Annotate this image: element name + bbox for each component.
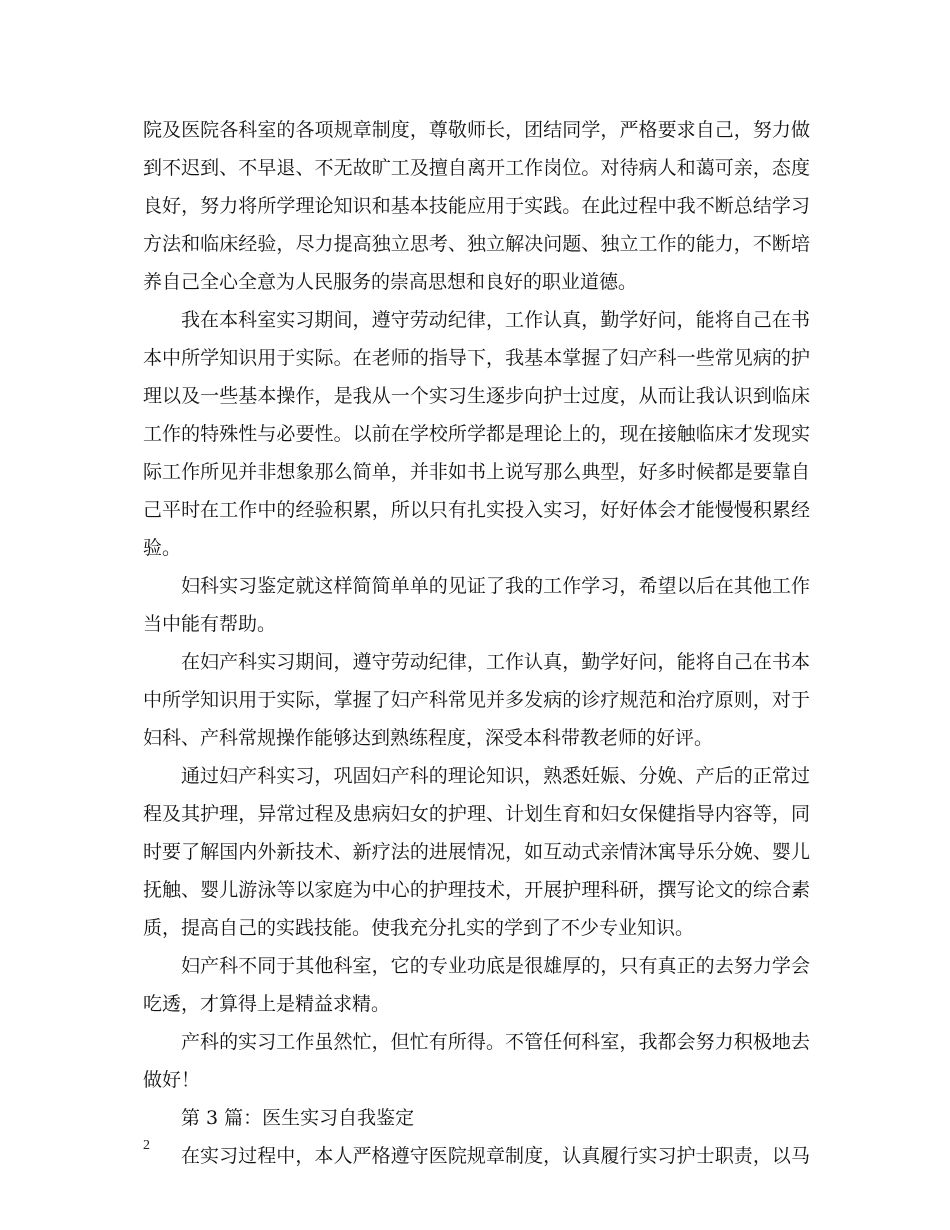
paragraph-line: 妇科、产科常规操作能够达到熟练程度，深受本科带教老师的好评。 bbox=[143, 727, 714, 749]
paragraph-line: 中所学知识用于实际，掌握了妇产科常见并多发病的诊疗规范和治疗原则，对于 bbox=[143, 689, 810, 711]
paragraph-line: 良好，努力将所学理论知识和基本技能应用于实践。在此过程中我不断总结学习 bbox=[143, 195, 810, 217]
paragraph-line: 理以及一些基本操作，是我从一个实习生逐步向护士过度，从而让我认识到临床 bbox=[143, 385, 810, 407]
paragraph-line: 吃透，才算得上是精益求精。 bbox=[143, 993, 391, 1015]
paragraph-line: 做好！ bbox=[143, 1069, 201, 1091]
paragraph-line: 己平时在工作中的经验积累，所以只有扎实投入实习，好好体会才能慢慢积累经 bbox=[143, 499, 810, 521]
paragraph-line: 院及医院各科室的各项规章制度，尊敬师长，团结同学，严格要求自己，努力做 bbox=[143, 119, 810, 141]
paragraph-line: 当中能有帮助。 bbox=[143, 613, 277, 635]
paragraph-line: 际工作所见并非想象那么简单，并非如书上说写那么典型，好多时候都是要靠自 bbox=[143, 461, 810, 483]
paragraph-line: 养自己全心全意为人民服务的崇高思想和良好的职业道德。 bbox=[143, 271, 638, 293]
paragraph-line: 方法和临床经验，尽力提高独立思考、独立解决问题、独立工作的能力，不断培 bbox=[143, 233, 810, 255]
document-body bbox=[143, 111, 810, 1175]
paragraph-line: 妇产科不同于其他科室，它的专业功底是很雄厚的，只有真正的去努力学会 bbox=[181, 955, 810, 977]
paragraph-line: 在妇产科实习期间，遵守劳动纪律，工作认真，勤学好问，能将自己在书本 bbox=[181, 651, 810, 673]
paragraph-line: 在实习过程中，本人严格遵守医院规章制度，认真履行实习护士职责，以马 bbox=[181, 1145, 810, 1167]
paragraph-line: 我在本科室实习期间，遵守劳动纪律，工作认真，勤学好问，能将自己在书 bbox=[181, 309, 810, 331]
paragraph-line: 时要了解国内外新技术、新疗法的进展情况，如互动式亲情沐寓导乐分娩、婴儿 bbox=[143, 841, 810, 863]
paragraph-line: 产科的实习工作虽然忙，但忙有所得。不管任何科室，我都会努力积极地去 bbox=[181, 1031, 810, 1053]
paragraph-line: 程及其护理，异常过程及患病妇女的护理、计划生育和妇女保健指导内容等，同 bbox=[143, 803, 810, 825]
paragraph-line: 妇科实习鉴定就这样简简单单的见证了我的工作学习，希望以后在其他工作 bbox=[181, 575, 810, 597]
paragraph-line: 质，提高自己的实践技能。使我充分扎实的学到了不少专业知识。 bbox=[143, 917, 695, 939]
page-number: 2 bbox=[143, 1138, 150, 1153]
paragraph-line: 通过妇产科实习，巩固妇产科的理论知识，熟悉妊娠、分娩、产后的正常过 bbox=[181, 765, 810, 787]
paragraph-line: 抚触、婴儿游泳等以家庭为中心的护理技术，开展护理科研，撰写论文的综合素 bbox=[143, 879, 810, 901]
paragraph-line: 工作的特殊性与必要性。以前在学校所学都是理论上的，现在接触临床才发现实 bbox=[143, 423, 810, 445]
paragraph-line: 本中所学知识用于实际。在老师的指导下，我基本掌握了妇产科一些常见病的护 bbox=[143, 347, 810, 369]
paragraph-line: 验。 bbox=[143, 537, 182, 559]
section-heading: 第 3 篇：医生实习自我鉴定 bbox=[181, 1107, 415, 1129]
paragraph-line: 到不迟到、不早退、不无故旷工及擅自离开工作岗位。对待病人和蔼可亲，态度 bbox=[143, 157, 810, 179]
